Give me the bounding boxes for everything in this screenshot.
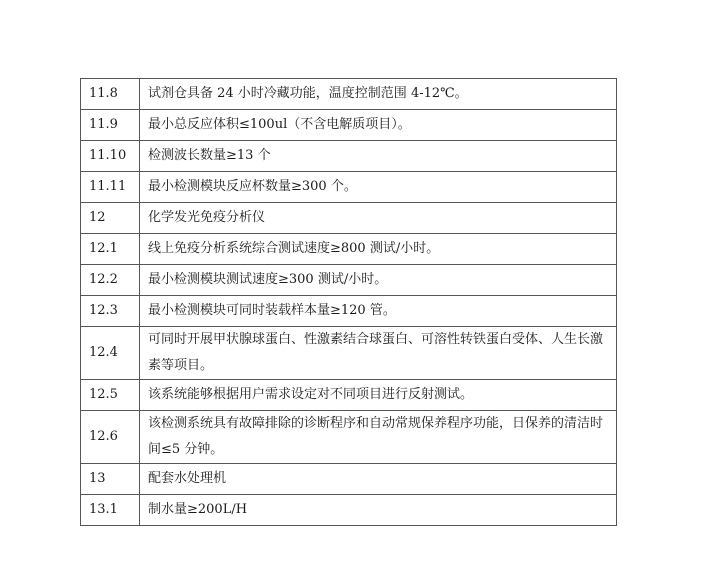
table-row [81, 380, 617, 411]
table-row [81, 172, 617, 203]
table-row [81, 141, 617, 172]
item-description: 最小总反应体积≤100ul（不含电解质项目）。 [140, 110, 617, 141]
item-description: 检测波长数量≥13 个 [140, 141, 617, 172]
item-description: 该检测系统具有故障排除的诊断程序和自动常规保养程序功能，日保养的清洁时间≤5 分钟。 [140, 411, 617, 464]
item-description: 最小检测模块反应杯数量≥300 个。 [140, 172, 617, 203]
item-number: 11.11 [81, 172, 140, 203]
section-number: 13 [81, 464, 140, 495]
item-number: 11.10 [81, 141, 140, 172]
item-number: 12.5 [81, 380, 140, 411]
table-row [81, 495, 617, 526]
table-row [81, 234, 617, 265]
table-row-section [81, 464, 617, 495]
item-number: 11.8 [81, 79, 140, 110]
table-row [81, 411, 617, 464]
table-row [81, 327, 617, 380]
table-row [81, 265, 617, 296]
section-title: 化学发光免疫分析仪 [140, 203, 617, 234]
item-number: 12.4 [81, 327, 140, 380]
item-number: 11.9 [81, 110, 140, 141]
item-description: 可同时开展甲状腺球蛋白、性激素结合球蛋白、可溶性转铁蛋白受体、人生长激素等项目。 [140, 327, 617, 380]
table-row-section [81, 203, 617, 234]
table-row [81, 110, 617, 141]
item-description: 最小检测模块测试速度≥300 测试/小时。 [140, 265, 617, 296]
item-number: 12.6 [81, 411, 140, 464]
item-description: 该系统能够根据用户需求设定对不同项目进行反射测试。 [140, 380, 617, 411]
item-number: 12.3 [81, 296, 140, 327]
item-number: 12.1 [81, 234, 140, 265]
table-row [81, 296, 617, 327]
specification-table [80, 78, 617, 526]
item-description: 试剂仓具备 24 小时冷藏功能，温度控制范围 4-12℃。 [140, 79, 617, 110]
section-title: 配套水处理机 [140, 464, 617, 495]
item-description: 制水量≥200L/H [140, 495, 617, 526]
item-number: 13.1 [81, 495, 140, 526]
item-number: 12.2 [81, 265, 140, 296]
item-description: 线上免疫分析系统综合测试速度≥800 测试/小时。 [140, 234, 617, 265]
item-description: 最小检测模块可同时装载样本量≥120 管。 [140, 296, 617, 327]
table-row [81, 79, 617, 110]
section-number: 12 [81, 203, 140, 234]
